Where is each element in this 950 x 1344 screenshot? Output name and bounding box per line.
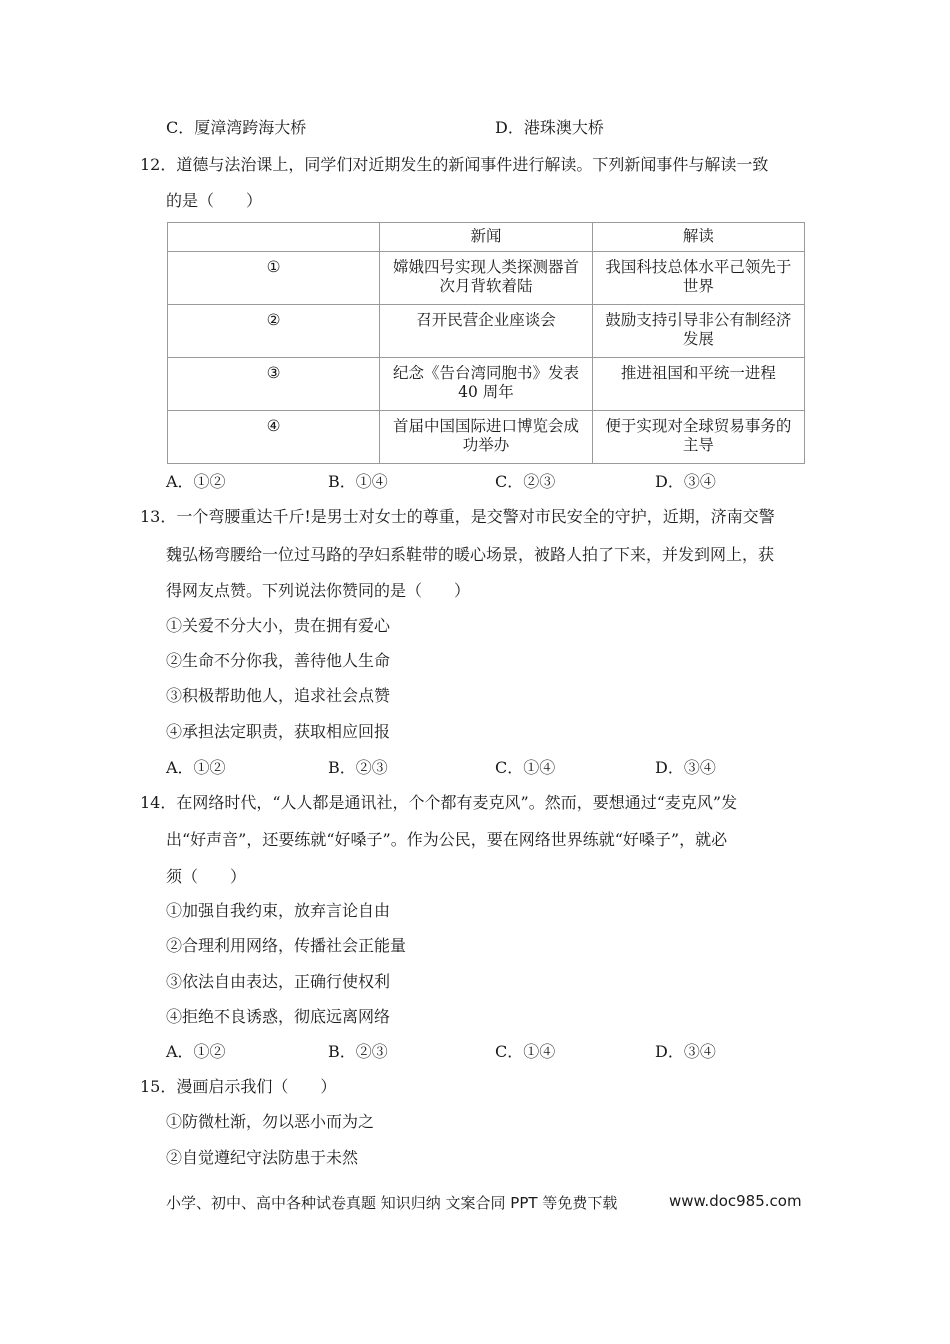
q12-stem-line2: 的是（ ）	[166, 191, 263, 210]
q13-stem-line1: 13．一个弯腰重达千斤!是男士对女士的尊重，是交警对市民安全的守护，近期，济南交警	[140, 507, 775, 526]
q12-option-a: A．①②	[166, 472, 226, 491]
interp-text: 便于实现对全球贸易事务的	[605, 417, 792, 435]
q12-option-b: B．①④	[328, 472, 388, 491]
q12-option-d: D．③④	[655, 472, 716, 491]
q14-item-3: ③依法自由表达，正确行使权利	[166, 972, 391, 991]
q13-option-d: D．③④	[655, 758, 716, 777]
interp-text: 我国科技总体水平己领先于	[605, 258, 792, 276]
table-row	[168, 252, 805, 305]
interp-text: 主导	[682, 436, 714, 454]
q13-item-1: ①关爱不分大小，贵在拥有爱心	[166, 616, 391, 635]
q14-stem-line1: 14．在网络时代，“人人都是通讯社，个个都有麦克风”。然而，要想通过“麦克风”发	[140, 793, 738, 812]
interp-text: 鼓励支持引导非公有制经济	[605, 311, 792, 329]
q14-item-2: ②合理利用网络，传播社会正能量	[166, 936, 407, 955]
q15-item-1: ①防微杜渐，勿以恶小而为之	[166, 1112, 375, 1131]
q13-item-2: ②生命不分你我，善待他人生命	[166, 651, 391, 670]
q13-item-3: ③积极帮助他人，追求社会点赞	[166, 686, 391, 705]
q12-stem-line1: 12．道德与法治课上，同学们对近期发生的新闻事件进行解读。下列新闻事件与解读一致	[140, 155, 769, 174]
q13-stem-line2: 魏弘杨弯腰给一位过马路的孕妇系鞋带的暖心场景，被路人拍了下来，并发到网上，获	[166, 545, 775, 564]
q14-option-b: B．②③	[328, 1042, 388, 1061]
news-text: 次月背软着陆	[439, 277, 533, 295]
q13-option-a: A．①②	[166, 758, 226, 777]
q14-option-c: C．①④	[495, 1042, 556, 1061]
news-text: 嫦娥四号实现人类探测器首	[392, 258, 579, 276]
row-number: ②	[168, 305, 380, 358]
interp-cell	[592, 411, 804, 464]
interp-text: 推进祖国和平统一进程	[620, 364, 776, 382]
news-cell	[380, 411, 592, 464]
interp-text: 世界	[682, 277, 714, 295]
news-cell	[380, 305, 592, 358]
row-number: ③	[168, 358, 380, 411]
news-text: 纪念《告台湾同胞书》发表	[392, 364, 579, 382]
q15-item-2: ②自觉遵纪守法防患于未然	[166, 1148, 359, 1167]
interp-cell	[592, 305, 804, 358]
q15-stem: 15．漫画启示我们（ ）	[140, 1077, 337, 1096]
table-row	[168, 305, 805, 358]
q14-item-1: ①加强自我约束，放弃言论自由	[166, 901, 391, 920]
news-cell	[380, 252, 592, 305]
row-number: ④	[168, 411, 380, 464]
q14-stem-line2: 出“好声音”，还要练就“好嗓子”。作为公民，要在网络世界练就“好嗓子”，就必	[166, 830, 728, 849]
interp-cell	[592, 358, 804, 411]
q12-news-table	[167, 222, 805, 464]
q13-option-c: C．①④	[495, 758, 556, 777]
news-text: 召开民营企业座谈会	[416, 311, 556, 329]
page-footer	[166, 1192, 802, 1213]
q11-option-d: D．港珠澳大桥	[495, 118, 604, 137]
q13-item-4: ④承担法定职责，获取相应回报	[166, 722, 391, 741]
table-header-cell: 解读	[592, 223, 804, 252]
q13-stem-line3: 得网友点赞。下列说法你赞同的是（ ）	[166, 581, 471, 600]
q14-item-4: ④拒绝不良诱惑，彻底远离网络	[166, 1007, 391, 1026]
news-text: 40 周年	[458, 383, 514, 401]
news-cell	[380, 358, 592, 411]
q14-option-d: D．③④	[655, 1042, 716, 1061]
q14-stem-line3: 须（ ）	[166, 867, 247, 886]
q14-option-a: A．①②	[166, 1042, 226, 1061]
table-header-cell: 新闻	[380, 223, 592, 252]
news-text: 功举办	[462, 436, 510, 454]
row-number: ①	[168, 252, 380, 305]
table-row	[168, 358, 805, 411]
table-header-row	[168, 223, 805, 252]
interp-text: 发展	[682, 330, 714, 348]
footer-site-link[interactable]: www.doc985.com	[669, 1192, 802, 1210]
footer-text: 小学、初中、高中各种试卷真题 知识归纳 文案合同 PPT 等免费下载	[166, 1194, 618, 1212]
table-header-cell	[168, 223, 380, 252]
q12-option-c: C．②③	[495, 472, 556, 491]
news-text: 首届中国国际进口博览会成	[392, 417, 579, 435]
q11-option-c: C．厦漳湾跨海大桥	[166, 118, 307, 137]
q13-option-b: B．②③	[328, 758, 388, 777]
interp-cell	[592, 252, 804, 305]
table-row	[168, 411, 805, 464]
